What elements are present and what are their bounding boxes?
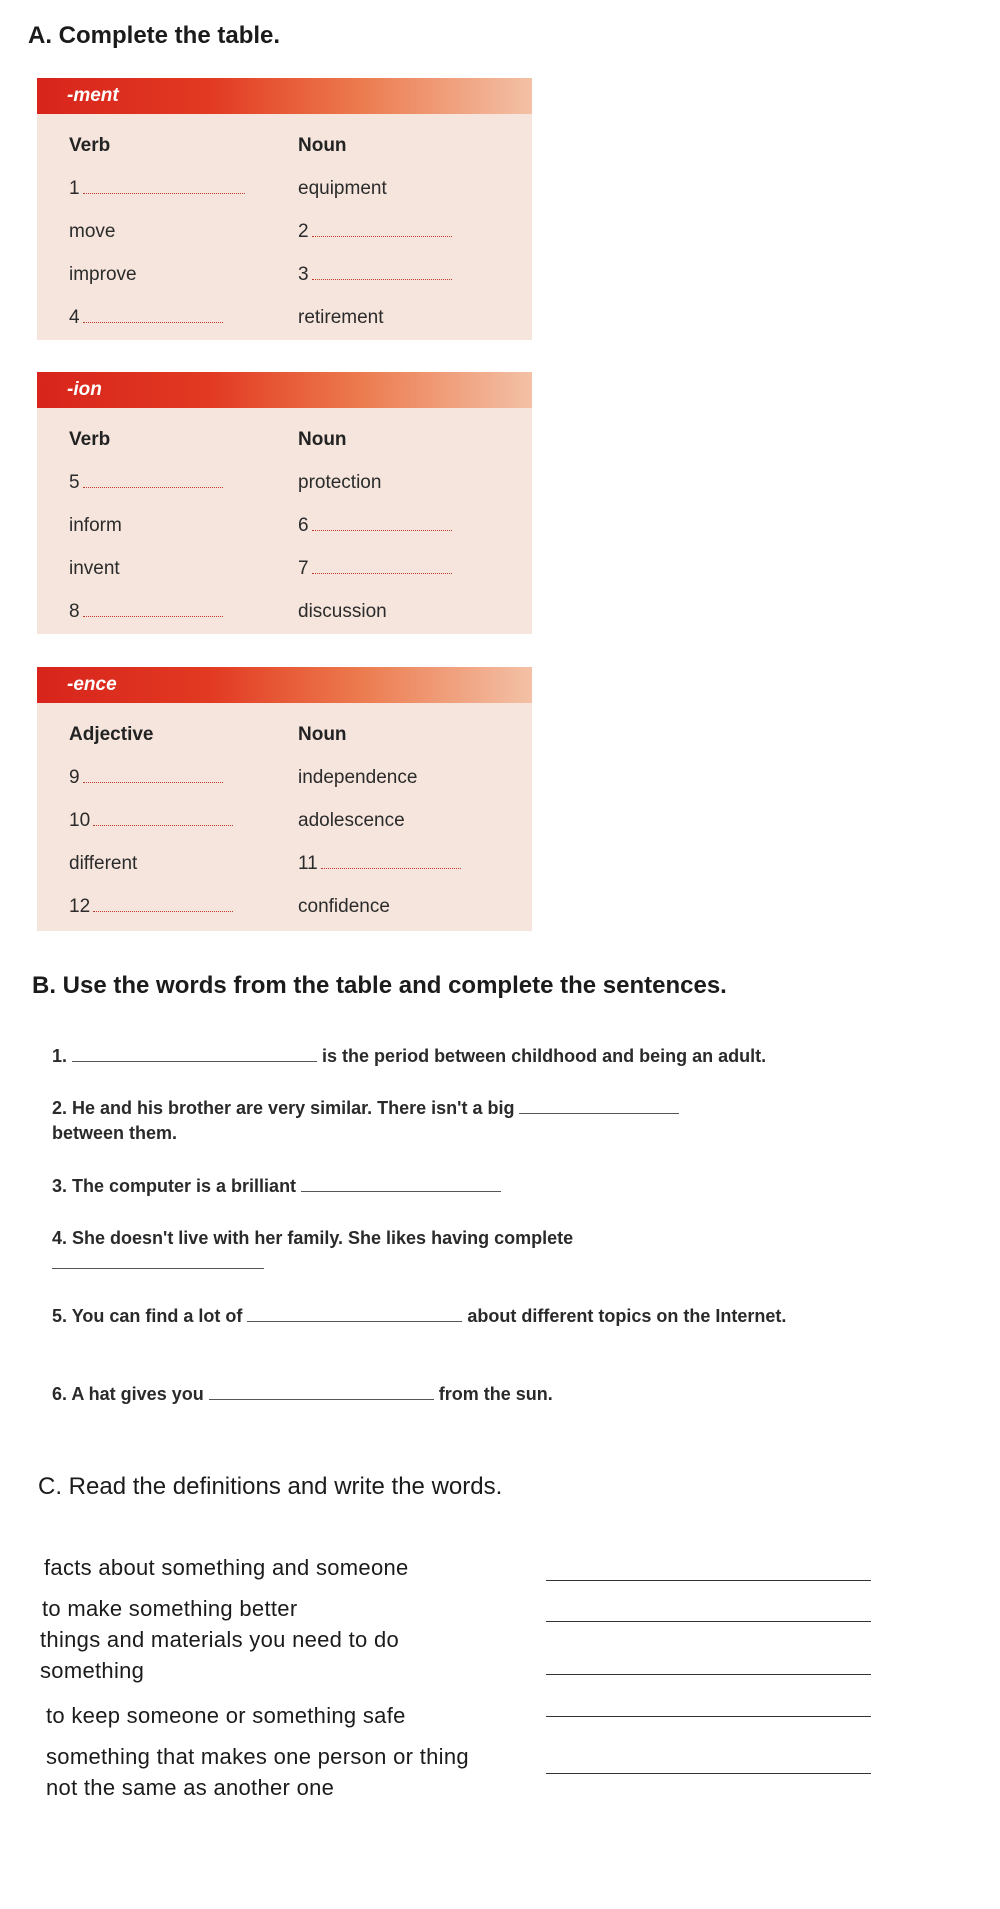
table-title-bar	[37, 372, 532, 408]
answer-blank-2[interactable]: 2	[298, 221, 452, 243]
section-b-heading: B. Use the words from the table and complete the sentences.	[32, 972, 727, 999]
table-ence	[37, 667, 532, 931]
table-word: adolescence	[298, 810, 405, 831]
table-word: retirement	[298, 307, 384, 328]
column-header-2: Noun	[298, 724, 347, 745]
section-c-heading: C. Read the definitions and write the words.	[38, 1473, 503, 1500]
answer-blank-11[interactable]: 11	[298, 853, 461, 875]
table-word: move	[69, 221, 116, 242]
definition-2: to make something better	[42, 1596, 298, 1621]
table-word: discussion	[298, 601, 387, 622]
answer-blank-6[interactable]: 6	[298, 515, 452, 537]
answer-line-4[interactable]	[546, 1716, 871, 1717]
sentence-2-blank[interactable]	[519, 1097, 679, 1114]
definition-4: to keep someone or something safe	[46, 1703, 406, 1728]
table-word: protection	[298, 472, 382, 493]
table-suffix: -ion	[67, 379, 102, 400]
answer-blank-4[interactable]: 4	[69, 307, 223, 329]
column-header-1: Verb	[69, 429, 111, 450]
answer-blank-9[interactable]: 9	[69, 767, 223, 789]
sentence-2: 2. He and his brother are very similar. There isn't a big between them.	[52, 1096, 882, 1146]
answer-blank-8[interactable]: 8	[69, 601, 223, 623]
sentence-6: 6. A hat gives you from the sun.	[52, 1384, 553, 1404]
answer-blank-3[interactable]: 3	[298, 264, 452, 286]
answer-blank-7[interactable]: 7	[298, 558, 452, 580]
table-title-bar	[37, 78, 532, 114]
table-word: improve	[69, 264, 137, 285]
sentence-5-blank[interactable]	[247, 1305, 462, 1322]
sentence-3: 3. The computer is a brilliant	[52, 1174, 882, 1199]
answer-line-5[interactable]	[546, 1773, 871, 1774]
answer-blank-12[interactable]: 12	[69, 896, 233, 918]
column-header-2: Noun	[298, 135, 347, 156]
sentence-6-blank[interactable]	[209, 1383, 434, 1400]
table-word: invent	[69, 558, 120, 579]
column-header-1: Adjective	[69, 724, 154, 745]
sentence-1: 1. is the period between childhood and being an adult.	[52, 1046, 767, 1066]
table-ment	[37, 78, 532, 340]
table-suffix: -ence	[67, 674, 117, 695]
definition-1: facts about something and someone	[44, 1555, 409, 1580]
definition-3: things and materials you need to do something	[40, 1627, 400, 1683]
column-header-1: Verb	[69, 135, 111, 156]
table-word: confidence	[298, 896, 390, 917]
answer-blank-1[interactable]: 1	[69, 178, 245, 200]
sentence-5: 5. You can find a lot of about different topics on the Internet.	[52, 1306, 787, 1326]
table-suffix: -ment	[67, 85, 119, 106]
answer-line-3[interactable]	[546, 1674, 871, 1675]
table-word: inform	[69, 515, 122, 536]
answer-blank-10[interactable]: 10	[69, 810, 233, 832]
sentence-4: 4. She doesn't live with her family. She likes having complete	[52, 1226, 882, 1276]
table-word: different	[69, 853, 138, 874]
column-header-2: Noun	[298, 429, 347, 450]
table-word: independence	[298, 767, 418, 788]
sentence-3-blank[interactable]	[301, 1175, 501, 1192]
table-ion	[37, 372, 532, 634]
answer-blank-5[interactable]: 5	[69, 472, 223, 494]
sentence-4-blank[interactable]	[52, 1252, 264, 1269]
answer-line-1[interactable]	[546, 1580, 871, 1581]
section-a-heading: A. Complete the table.	[28, 22, 281, 49]
definition-5: something that makes one person or thing not the same as another one	[46, 1744, 469, 1800]
answer-line-2[interactable]	[546, 1621, 871, 1622]
sentence-1-blank[interactable]	[72, 1045, 317, 1062]
table-title-bar	[37, 667, 532, 703]
table-word: equipment	[298, 178, 387, 199]
